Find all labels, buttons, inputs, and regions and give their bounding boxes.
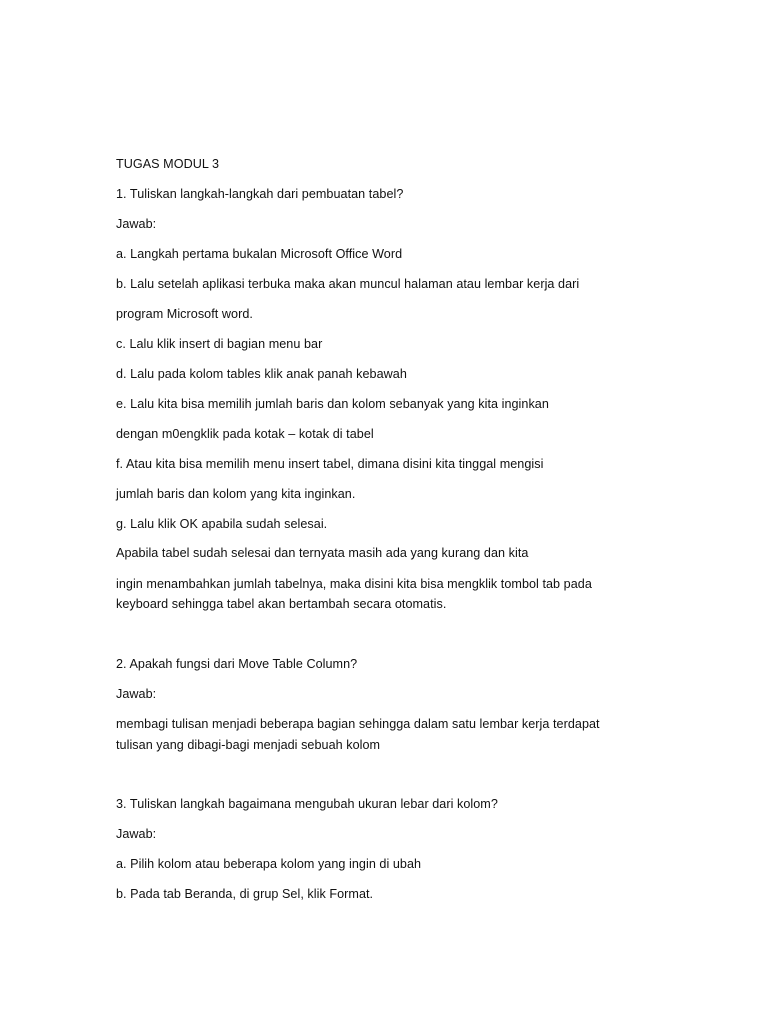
q1-step-e-line2: dengan m0engklik pada kotak – kotak di tabel xyxy=(116,427,374,441)
q1-step-e-line1: e. Lalu kita bisa memilih jumlah baris dan kolom sebanyak yang kita inginkan xyxy=(116,397,549,411)
q1-step-b-line1: b. Lalu setelah aplikasi terbuka maka akan muncul halaman atau lembar kerja dari xyxy=(116,277,580,291)
q3-step-a: a. Pilih kolom atau beberapa kolom yang ingin di ubah xyxy=(116,857,422,871)
question-2: 2. Apakah fungsi dari Move Table Column? xyxy=(116,657,358,671)
q1-step-d: d. Lalu pada kolom tables klik anak panah kebawah xyxy=(116,367,407,381)
q1-step-a: a. Langkah pertama bukalan Microsoft Office Word xyxy=(116,247,403,261)
q1-step-f-line2: jumlah baris dan kolom yang kita inginkan. xyxy=(116,487,356,501)
answer-label-3: Jawab: xyxy=(116,827,157,841)
q1-note-line1: Apabila tabel sudah selesai dan ternyata masih ada yang kurang dan kita xyxy=(116,546,529,560)
answer-label-2: Jawab: xyxy=(116,687,157,701)
q1-step-c: c. Lalu klik insert di bagian menu bar xyxy=(116,337,323,351)
q2-answer-line2: tulisan yang dibagi-bagi menjadi sebuah kolom xyxy=(116,738,381,752)
q3-step-b: b. Pada tab Beranda, di grup Sel, klik Format. xyxy=(116,887,374,901)
q1-step-g: g. Lalu klik OK apabila sudah selesai. xyxy=(116,517,328,531)
question-1: 1. Tuliskan langkah-langkah dari pembuatan tabel? xyxy=(116,187,404,201)
q1-note-line2: ingin menambahkan jumlah tabelnya, maka disini kita bisa mengklik tombol tab pada xyxy=(116,577,592,591)
q1-step-b-line2: program Microsoft word. xyxy=(116,307,253,321)
q1-step-f-line1: f. Atau kita bisa memilih menu insert tabel, dimana disini kita tinggal mengisi xyxy=(116,457,544,471)
question-3: 3. Tuliskan langkah bagaimana mengubah ukuran lebar dari kolom? xyxy=(116,797,498,811)
q1-note-line3: keyboard sehingga tabel akan bertambah secara otomatis. xyxy=(116,597,447,611)
q2-answer-line1: membagi tulisan menjadi beberapa bagian sehingga dalam satu lembar kerja terdapat xyxy=(116,717,600,731)
document-title: TUGAS MODUL 3 xyxy=(116,157,220,171)
answer-label-1: Jawab: xyxy=(116,217,157,231)
